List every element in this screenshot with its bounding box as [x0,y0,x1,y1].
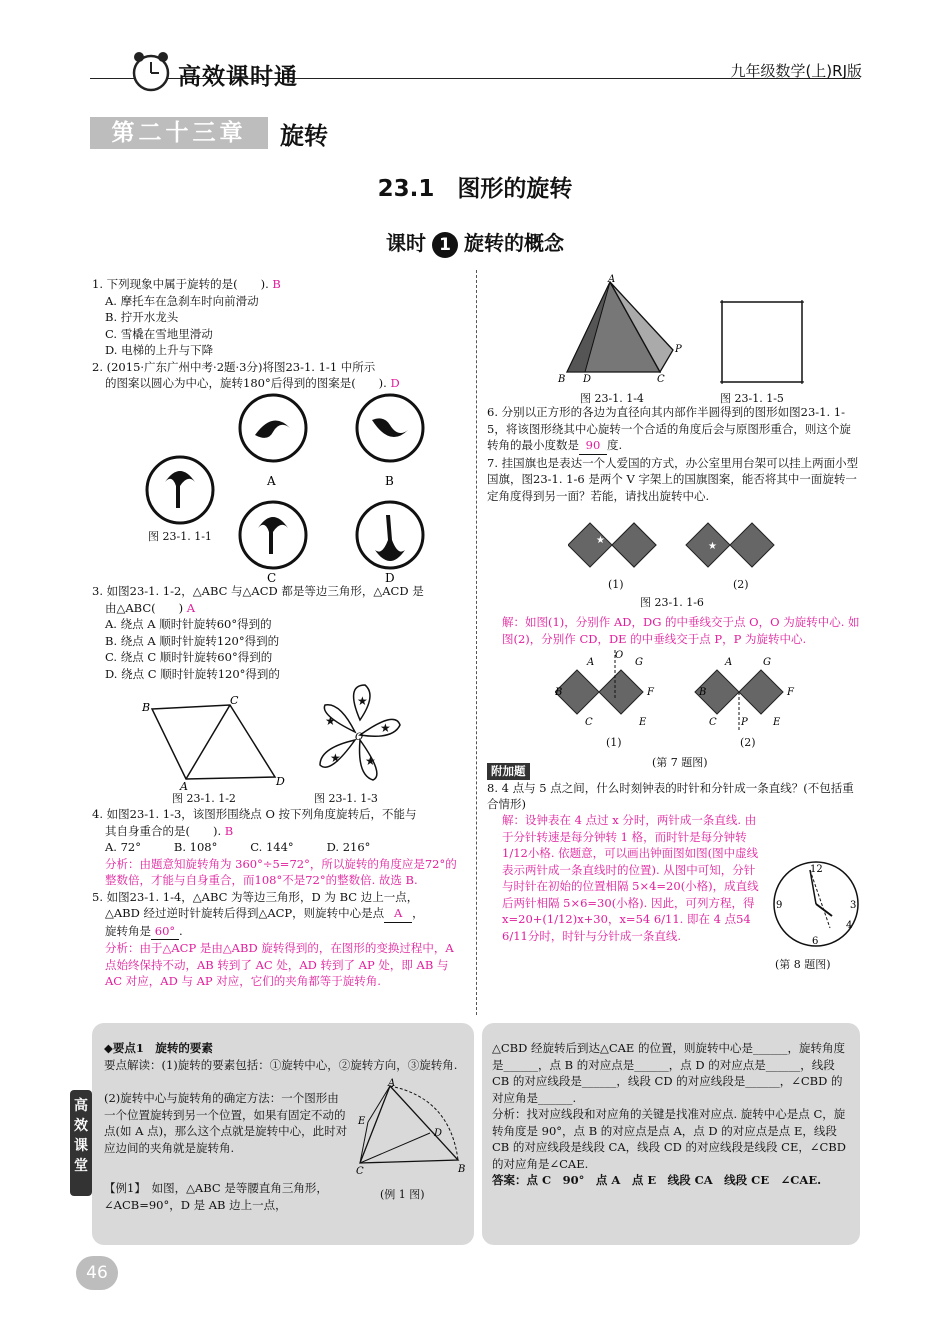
lesson-prefix: 课时 [386,231,426,255]
section-title: 23.1 图形的旋转 [377,176,573,202]
fig1-label-b: B [385,474,394,488]
fig6-label-2: (2) [733,578,749,591]
q4-option-c: C. 144° [250,840,294,854]
example-1-figure [350,1078,470,1178]
figure-8-caption: (第 8 题图) [775,958,831,971]
example-1-text: 【例1】 如图，△ABC 是等腰直角三角形，∠ACB=90°，D 是 AB 边上一点， [104,1181,328,1212]
svg-text:C: C [585,717,593,728]
svg-text:G: G [635,657,643,668]
svg-text:O: O [355,732,364,743]
fig7-label-1: (1) [606,736,622,749]
q1-answer: B [272,277,281,291]
chapter-name: 旋转 [280,122,328,150]
svg-text:P: P [675,344,682,355]
q3-option-a: A. 绕点 A 顺时针旋转60°得到的 [105,617,272,631]
svg-text:A: A [587,657,595,668]
q6-end: 度. [607,438,623,452]
example-question: △CBD 经旋转后到达△CAE 的位置，则旋转中心是______，旋转角度是______，点 B 的对应点是______，点 D 的对应点是______，线段 CB 的对应线段是______，线段 CD 的对应线段是______，∠CBD 的对应角是______. [492,1041,845,1105]
q1-option-b: B. 拧开水龙头 [105,310,179,324]
example-answer: 答案：点 C 90° 点 A 点 E 线段 CA 线段 CE ∠CAE. [492,1173,822,1187]
q3-option-d: D. 绕点 C 顺时针旋转120°得到的 [105,666,280,681]
svg-text:A: A [180,780,188,790]
fig1-label-a: A [267,474,276,488]
example-right-content [492,1040,852,1189]
q3-option-c: C. 绕点 C 顺时针旋转60°得到的 [105,650,273,664]
svg-text:P: P [741,717,748,728]
q5-stem-1: 5. 如图23-1. 1-4，△ABC 为等边三角形，D 为 BC 边上一点， [92,889,419,904]
key-point-1-title: ◆要点1 旋转的要素 [104,1041,213,1055]
q5-stem-2: △ABD 经过逆时针旋转后得到△ACP，则旋转中心是点 [105,906,385,920]
question-6 [487,404,862,504]
extra-question-tag: 附加题 [487,763,530,780]
chapter-label: 第二十三章 [90,117,268,149]
svg-text:★: ★ [325,714,336,728]
q4-answer: B [224,823,234,838]
figure-2-caption: 图 23-1. 1-2 [172,792,236,805]
figure-6-caption: 图 23-1. 1-6 [640,596,704,609]
fig6-label-1: (1) [608,578,624,591]
svg-text:★: ★ [708,541,717,552]
figure-23-1-1-5 [720,300,804,384]
svg-text:★: ★ [380,721,391,735]
flag-figure-23-1-1-6 [568,515,858,575]
svg-text:D: D [583,374,592,385]
q7-stem: 7. 挂国旗也是表达一个人爱国的方式，办公室里用台架可以挂上两面小型国旗，图23-1. 1-6 是两个 V 字架上的国旗图案，能否将其中一面旋转一定角度得到另一面？若能，请找出旋转中心. [487,455,859,503]
q4-option-b: B. 108° [173,840,218,854]
lesson-name: 旋转的概念 [464,231,564,255]
svg-text:B: B [555,687,563,698]
clock-face-icon [770,858,862,950]
svg-text:C: C [230,695,239,707]
key-point-1-text: 要点解读：(1)旋转的要素包括：①旋转中心，②旋转方向，③旋转角. [104,1057,458,1072]
svg-text:B: B [558,374,566,385]
example-1-caption: (例 1 图) [380,1188,425,1201]
q3-stem-1: 3. 如图23-1. 1-2，△ABC 与△ACD 都是等边三角形，△ACD 是 [92,584,424,598]
side-tag: 高效课堂 [70,1090,92,1196]
fig1-label-c: C [267,571,277,585]
svg-text:A: A [725,657,733,668]
question-4: 4. 如图23-1. 1-3，该图形围绕点 O 按下列角度旋转后，不能与 其自身重合的是( ). B A. 72° B. 108° C. 144° D. 216° 分析：由题意知旋转角为 360°÷5=72°，所以旋转的角度应是72°的整数倍，才能与自身重合，而108°不是72°的整数倍. 故选 B. 5. 如图23-1. 1-4，△ABC 为等边三角形，D 为 BC 边上一点， △ABD 经过逆时针旋转后得到△ACP，则旋转中心是点 A ， 旋转角是 60° . 分析：由于△ACP 是由△ABD 旋转得到的，在图形的变换过程中，A 点始终保持不动，AB 转到了 AC 处，AD 转到了 AP 处，即 AB 与 AC 对应，AD 与 AP 对应，它们的夹角都等于旋转角. [92,806,468,990]
svg-text:D: D [276,775,285,788]
q5-answer-center: A [384,905,412,923]
alarm-clock-logo-icon [128,48,174,94]
q1-option-a: A. 摩托车在急刹车时向前滑动 [105,293,259,308]
q8-stem: 8. 4 点与 5 点之间，什么时刻钟表的时针和分针成一条直线？(不包括重合情形) [487,780,854,811]
rhombus-figure [140,695,290,790]
svg-text:G: G [763,657,771,668]
q7-solution-figure [555,650,865,730]
fig7-label-2: (2) [740,736,756,749]
q1-option-c: C. 雪橇在雪地里滑动 [105,326,213,341]
q3-option-b: B. 绕点 A 顺时针旋转120°得到的 [105,633,280,648]
grade-label: 九年级数学(上)RJ版 [730,62,862,80]
q5-answer-angle: 60° [151,923,179,941]
q5-stem-3: 旋转角是 [105,923,151,938]
svg-text:★: ★ [357,694,368,708]
figure-5-caption: 图 23-1. 1-5 [720,392,784,405]
clock-num-12: 12 [810,864,823,875]
fig1-label-d: D [385,571,395,585]
svg-text:C: C [356,1166,364,1177]
figure-23-1-1-group [140,390,470,590]
q4-analysis: 分析：由题意知旋转角为 360°÷5=72°，所以旋转的角度应是72°的整数倍，才能与自身重合，而108°不是72°的整数倍. 故选 B. [105,856,457,887]
figure-23-1-1-4 [555,272,695,387]
question-1 [92,276,468,392]
q3-stem-2: 由△ABC( ) [105,600,184,615]
svg-text:★: ★ [365,754,376,768]
key-point-2: (2)旋转中心与旋转角的确定方法：一个图形由一个位置旋转到另一个位置，如果有固定不动的点(如 A 点)，那么这个点就是旋转中心，此时对应边间的夹角就是旋转角. [104,1091,348,1155]
q4-stem-2: 其自身重合的是( ). [105,823,222,838]
column-divider [476,270,477,1015]
q6-answer: 90 [579,437,607,455]
svg-text:B: B [458,1164,466,1175]
clock-num-3: 3 [850,900,857,911]
lesson-number: 1 [432,232,458,258]
q2-answer: D [390,376,400,390]
q4-option-d: D. 216° [326,840,371,854]
q1-stem: 1. 下列现象中属于旋转的是( ). [92,277,269,291]
svg-text:F: F [647,687,654,698]
figure-4-caption: 图 23-1. 1-4 [580,392,644,405]
svg-text:A: A [608,274,616,285]
page-number: 46 [76,1256,118,1290]
svg-text:★: ★ [330,751,341,765]
q2-stem-1: 2. (2015·广东广州中考·2题·3分)将图23-1. 1-1 中所示 [92,359,376,374]
svg-text:★: ★ [596,535,605,546]
svg-text:E: E [773,717,781,728]
svg-text:E: E [358,1116,366,1127]
svg-text:A: A [388,1078,396,1089]
brand-title: 高效课时通 [178,64,298,90]
key-point-content [104,1040,464,1073]
leaf-star-figure [305,680,415,790]
svg-text:D: D [434,1128,443,1139]
svg-text:C: C [657,374,665,385]
figure-7-caption: (第 7 题图) [652,756,708,769]
svg-text:F: F [787,687,794,698]
q6-stem: 6. 分别以正方形的各边为直径向其内部作半圆得到的图形如图23-1. 1-5，将该图形绕其中心旋转一个合适的角度后会与原图形重合，则这个旋转角的最小度数是 [487,405,851,452]
q4-stem-1: 4. 如图23-1. 1-3，该图形围绕点 O 按下列角度旋转后，不能与 [92,807,417,821]
question-3 [92,583,468,682]
example-analysis: 分析：找对应线段和对应角的关键是找准对应点. 旋转中心是点 C，旋转角度是 90°，点 B 的对应点是点 A，点 D 的对应点是点 E，线段 CB 的对应线段是线段 CA，线段 CD 的对应线段是线段 CE，∠CBD 的对应角是∠CAE. [492,1107,846,1171]
svg-text:E: E [639,717,647,728]
q4-option-a: A. 72° [105,840,141,854]
svg-text:B: B [142,701,151,714]
q8-solution: 解：设钟表在 4 点过 x 分时，两针成一条直线. 由于分针转速是每分钟转 1 格，而时针是每分钟转1/12小格. 依题意，可以画出钟面图如图(图中虚线表示两针成一条直线时的位置). 从图中可知，分针与时针在初始的位置相隔 5×4=20(小格)，成直线后两针相隔 5×6=30(小格). 因此，可列方程，得 x=20+(1/12)x+30，x=54 6/11. 即在 4 点54 6/11分时，时针与分针成一条直线. [502,813,759,943]
q7-solution: 解：如图(1)，分别作 AD，DG 的中垂线交于点 O，O 为旋转中心. 如图(2)，分别作 CD，DE 的中垂线交于点 P，P 为旋转中心. [502,615,860,646]
svg-text:B: B [699,687,707,698]
svg-text:C: C [709,717,717,728]
figure-1-caption: 图 23-1. 1-1 [148,530,212,543]
svg-text:O: O [615,650,624,661]
q1-option-d: D. 电梯的上升与下降 [105,343,214,357]
q3-answer: A [186,600,196,615]
clock-num-9: 9 [776,900,783,911]
question-8 [487,763,862,813]
q5-analysis: 分析：由于△ACP 是由△ABD 旋转得到的，在图形的变换过程中，A 点始终保持不动，AB 转到了 AC 处，AD 转到了 AP 处，即 AB 与 AC 对应，AD 与 AP 对应，它们的夹角都等于旋转角. [105,941,454,988]
clock-num-6: 6 [812,936,819,947]
figure-3-caption: 图 23-1. 1-3 [314,792,378,805]
clock-num-4: 4 [846,920,853,931]
lesson-title [0,227,950,258]
q2-stem-2: 的图案以圆心为中心，旋转180°后得到的图案是( ). [105,376,387,390]
